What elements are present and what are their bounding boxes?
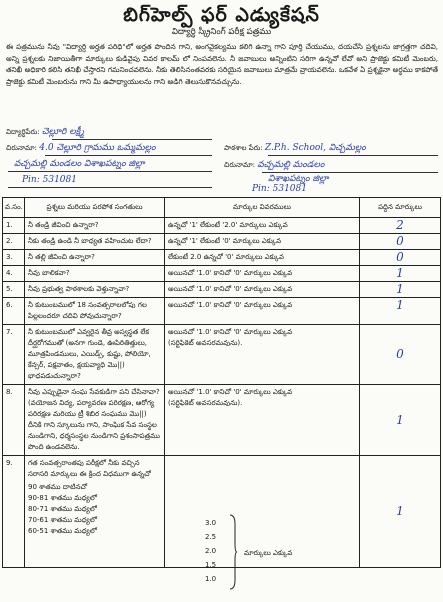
student-name-label: విద్యార్ధిపేరు: <box>6 128 40 136</box>
row-question: నీవు ప్రభుత్వ పాఠశాలకు వెళ్తున్నావా? <box>25 282 165 298</box>
row-detail-text: అయినచో '1.0' కానిచో '0' మార్కులు ఎక్కువ <box>168 388 293 396</box>
school-pin-field[interactable] <box>252 184 307 194</box>
row-number: 5. <box>3 282 25 298</box>
student-address-label: చిరునామా: <box>6 144 38 152</box>
table-row <box>3 218 441 234</box>
header-question: ప్రశ్నలు మరియు పరపోశ సంగతులు <box>25 198 165 218</box>
school-pin-value: Pin: 531081 <box>252 184 307 194</box>
row-marks-detail <box>165 385 360 456</box>
row-mark-input[interactable]: 0 <box>360 325 441 385</box>
row-question <box>25 456 165 568</box>
table-row <box>3 234 441 250</box>
row-number: 8. <box>3 385 25 456</box>
school-address-label: చిరునామా: <box>224 161 256 169</box>
row-number: 1. <box>3 218 25 234</box>
row-mark-input[interactable]: 1 <box>360 298 441 325</box>
scale-value: 3.0 <box>205 519 217 527</box>
marks-band-item: 60-51 శాతము మధ్యలో <box>28 527 97 535</box>
student-address-line2-field[interactable] <box>14 159 145 171</box>
header-serial: వ.సం. <box>3 198 25 218</box>
row-marks-detail: ఉన్నచో '1' లేకుంటే '0' మార్కులు ఎక్కువ <box>165 234 360 250</box>
row-detail-note: (సర్టిఫికెట్ అవసరమవును). <box>168 399 243 407</box>
table-row <box>3 456 441 568</box>
row-question: నీ కుటుంబములో ఎవ్వరైన తీవ్ర అస్వస్థత లేక దీర్ఘరోగముతో (అనగా గుండె, ఊపిరితిత్తులు, మూత్రపిండములు, ఎయిడ్స్, కుష్టు, పోలియో, కేన్సర్, పక్షవాతం, క్షయవ్యాధి మొ||) భాధపడుచున్నారా? <box>25 325 165 385</box>
table-header-row <box>3 198 441 218</box>
header-marks-obtained: పద్దిన మార్కులు <box>360 198 441 218</box>
student-address-field[interactable] <box>6 143 156 155</box>
row-mark-input[interactable]: 1 <box>360 456 441 568</box>
row-number: 6. <box>3 298 25 325</box>
row-marks-detail: ఉన్నచో '1' లేకుంటే '2.0' మార్కులు ఎక్కువ <box>165 218 360 234</box>
row-question: నీ తండ్రి జీవించి ఉన్నారా? <box>25 218 165 234</box>
marks-band-item: 90 శాతము దాటినచో <box>28 483 88 491</box>
screening-table <box>2 197 441 568</box>
row-marks-detail: అయినచో '1.0' కానిచో '0' మార్కులు ఎక్కువ <box>165 298 360 325</box>
marks-band-item: 80-71 శాతము మధ్యలో <box>28 505 97 513</box>
page-subtitle: విద్యార్ధి స్క్రీనింగ్ పరీక్ష పత్రము <box>171 27 272 37</box>
student-pin-field[interactable] <box>22 175 77 185</box>
row-question: నీ కుటుంబములో 18 సంవత్సరాలలోపు గల పిల్లలందరూ చదివి పోవుచున్నారా? <box>25 298 165 325</box>
scale-value: 1.5 <box>205 561 217 569</box>
underline <box>268 155 438 156</box>
school-address-line2: విశాఖపట్నం జిల్లా <box>268 174 329 184</box>
underline <box>8 171 212 172</box>
row-mark-input[interactable]: 1 <box>360 282 441 298</box>
header-marks-detail: మార్కుల వివరములు <box>165 198 360 218</box>
school-name-label: పాఠశాల పేరు: <box>224 144 263 152</box>
row-question: నీకు తండ్రి ఉండి నీ బాధ్యత వహించుట లేదా? <box>25 234 165 250</box>
row-question: నీవు ఎప్పుడైనా సంఘ సేవకుడిగా పని చేసినావా? (వయోజన విద్య, పర్యావరణ పరిరక్షణ, ఆరోగ్య పరిరక్షణ మరియు ట్రీ శిబిర సంఘము మొ||) దీనికి గాని స్కూలును గాని, సాంఘిక సేవ సంస్థల నుండిగాని, ధర్మసంస్థల నుండిగాని ప్రశంసాపత్రము పొంది ఉండవలెను. <box>25 385 165 456</box>
school-address-field[interactable] <box>224 160 324 172</box>
row-detail-text: అయినచో '1.0' కానిచో '0' మార్కులు ఎక్కువ <box>168 328 293 336</box>
table-row <box>3 385 441 456</box>
table-row <box>3 298 441 325</box>
row-mark-input[interactable]: 1 <box>360 385 441 456</box>
scale-value: 1.0 <box>205 575 217 583</box>
student-address-line2: వచ్చమల్లి మండలం విశాఖపట్నం జిల్లా <box>14 159 145 169</box>
school-address-line1: వచ్చమల్లి మండలం <box>257 160 325 170</box>
row-number: 7. <box>3 325 25 385</box>
row-question: నీవు బాలికవా? <box>25 266 165 282</box>
underline <box>262 172 438 173</box>
school-name-value: Z.P.h. School, విచ్చమల్లం <box>264 143 366 153</box>
row-number: 3. <box>3 250 25 266</box>
row-number: 2. <box>3 234 25 250</box>
marks-band-item: 70-61 శాతము మధ్యలో <box>28 516 97 524</box>
row-number: 9. <box>3 456 25 568</box>
row-marks-detail: అయినచో '1.0' కానిచో '0' మార్కులు ఎక్కువ <box>165 282 360 298</box>
table-row <box>3 250 441 266</box>
student-name-value: చెల్లూరి లక్ష్మీ <box>41 127 85 137</box>
row-marks-detail: అయినచో '1.0' కానిచో '0' మార్కులు ఎక్కువ <box>165 266 360 282</box>
underline <box>45 155 212 156</box>
scale-value: 2.0 <box>205 547 217 555</box>
table-row <box>3 282 441 298</box>
brace-icon <box>228 514 238 590</box>
underline <box>52 139 212 140</box>
student-pin-value: Pin: 531081 <box>22 175 77 185</box>
underline <box>8 187 212 188</box>
marks-band-list <box>28 482 161 537</box>
marks-scale <box>205 516 216 586</box>
row-question-text: గత సంవత్సరాంతపు పరీక్షలో నీకు వచ్చిన సరాసరి మార్కులు ఈ క్రింద విధముగా ఉన్నచో <box>28 459 151 478</box>
scale-label: మార్కులు ఎక్కువ <box>244 549 293 557</box>
student-address-line1: 4.0 చెల్లూరి గ్రామము ఒమ్మమల్లం <box>39 143 156 153</box>
student-name-field[interactable] <box>6 127 84 139</box>
row-mark-input[interactable]: 0 <box>360 250 441 266</box>
row-number: 4. <box>3 266 25 282</box>
row-marks-detail: లేకుంటే 2.0 ఉన్నచో '0' మార్కులు ఎక్కువ <box>165 250 360 266</box>
row-marks-detail <box>165 325 360 385</box>
row-mark-input[interactable]: 1 <box>360 266 441 282</box>
instructions-paragraph: ఈ పత్రమును నీవు "విద్యార్ధి అర్హత పరిధి"లో అర్హత పొందిన గాని, అంగవైకల్యము కలిగి ఉన్నా గాని పూర్తి చేయుము, దయచేసి ప్రశ్నలను జాగ్రత్తగా చదివి, అన్ని ప్రశ్నలకు నిజాయితీగా మార్కులు కుడివైపు వివర కాలమ్ లో నింపవలెను. నీ జవాబులు అన్నింటిని సరిగా ఉన్నవో లేవో అని ప్రాజెక్టు కమిటీ మెంబరు, తనిఖీ అధికారి కలిసి తనిఖీ చేస్తారని గమనించవలెను. నీకు తెలిసినంతవరకు సరియైన జవాబులు మాత్రమే వ్రాయవలెను. ఒకవేళ ఏ ప్రశ్నకైనా అర్థము కాకపోతే ప్రాజెక్టు కమిటీ మెంబరును గాని మీ ఉపాధ్యాయులను గాని అడిగి తెలుసుకొనవచ్చును. <box>6 42 438 86</box>
table-row <box>3 325 441 385</box>
school-name-field[interactable] <box>224 143 366 155</box>
table-row <box>3 266 441 282</box>
row-question: నీ తల్లి జీవించి ఉన్నారా? <box>25 250 165 266</box>
row-detail-note: (సర్టిఫికెట్ అవసరమవును). <box>168 339 243 347</box>
row-mark-input[interactable]: 2 <box>360 218 441 234</box>
marks-band-item: 90-81 శాతము మధ్యలో <box>28 494 97 502</box>
row-mark-input[interactable]: 0 <box>360 234 441 250</box>
page-title: బిగ్‌హెల్ప్ ఫర్ ఎడ్యుకేషన్ <box>123 4 320 26</box>
scale-value: 2.5 <box>205 533 217 541</box>
